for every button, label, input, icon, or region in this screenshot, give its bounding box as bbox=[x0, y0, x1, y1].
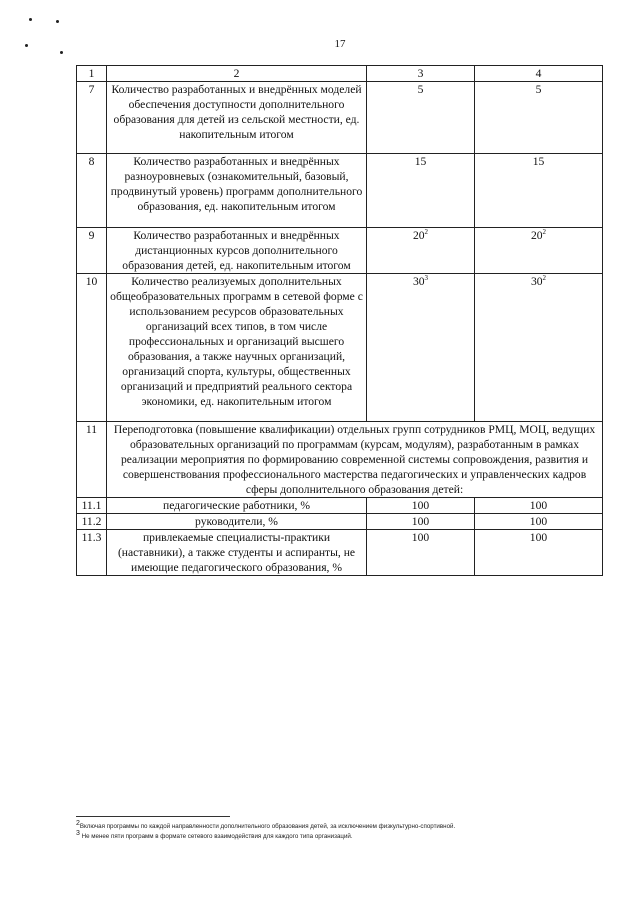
row-value-col4: 100 bbox=[475, 514, 603, 530]
table-header-row bbox=[77, 66, 603, 82]
row-value-col4: $20^2$ bbox=[475, 228, 603, 274]
row-indicator: Количество разработанных и внедрённых моделей обеспечения доступности дополнительного образования для детей из сельской местности, ед. накопительным итогом bbox=[107, 82, 367, 154]
footnotes bbox=[76, 819, 616, 842]
row-value-col3: 100 bbox=[367, 514, 475, 530]
row-indicator: педагогические работники, % bbox=[107, 498, 367, 514]
page-number: 17 bbox=[334, 38, 346, 50]
table-row bbox=[77, 154, 603, 228]
row-value-col3: $20^2$ bbox=[367, 228, 475, 274]
header-cell: 2 bbox=[107, 66, 367, 82]
table-row bbox=[77, 530, 603, 576]
table-row bbox=[77, 82, 603, 154]
footnote-ref: 2 bbox=[542, 228, 547, 237]
table-row bbox=[77, 514, 603, 530]
footnote-ref: 2 bbox=[542, 274, 547, 283]
footnote-2: $^2$Включая программы по каждой направленности дополнительного образования детей, за исключением физкультурно-спортивной. bbox=[76, 819, 456, 830]
footnote-3: $^3$ Не менее пяти программ в формате сетевого взаимодействия для каждого типа организаций. bbox=[76, 829, 353, 840]
row-indicator: руководители, % bbox=[107, 514, 367, 530]
footnote-ref: 3 bbox=[424, 274, 429, 283]
table-row bbox=[77, 498, 603, 514]
table-row-merged bbox=[77, 422, 603, 498]
row-value-col3: 5 bbox=[367, 82, 475, 154]
footnote-separator bbox=[76, 816, 230, 817]
table-row bbox=[77, 228, 603, 274]
row-number: 8 bbox=[77, 154, 107, 228]
row-number: 9 bbox=[77, 228, 107, 274]
row-number: 11 bbox=[77, 422, 107, 498]
row-value-col3: 15 bbox=[367, 154, 475, 228]
header-cell: 4 bbox=[475, 66, 603, 82]
row-value-col4: 100 bbox=[475, 498, 603, 514]
row-number: 7 bbox=[77, 82, 107, 154]
row-value-col4: 15 bbox=[475, 154, 603, 228]
header-cell: 3 bbox=[367, 66, 475, 82]
row-value-col4: 5 bbox=[475, 82, 603, 154]
footnote-ref: 2 bbox=[424, 228, 429, 237]
row-value-col4: $30^2$ bbox=[475, 274, 603, 422]
row-number: 11.3 bbox=[77, 530, 107, 576]
row-value-col3: 100 bbox=[367, 530, 475, 576]
scan-mark-4 bbox=[60, 51, 63, 54]
scan-mark-1 bbox=[29, 18, 32, 21]
row-indicator: привлекаемые специалисты-практики (наставники), а также студенты и аспиранты, не имеющие педагогического образования, % bbox=[107, 530, 367, 576]
row-number: 11.1 bbox=[77, 498, 107, 514]
row-value-col3: $30^3$ bbox=[367, 274, 475, 422]
row-indicator: Количество реализуемых дополнительных общеобразовательных программ в сетевой форме с использованием ресурсов образовательных организаций всех типов, в том числе профессиональных и организаций высшего образования, а также научных организаций, организаций спорта, культуры, общественных организаций и предприятий реального сектора экономики, ед. накопительным итогом bbox=[107, 274, 367, 422]
row-value-col4: 100 bbox=[475, 530, 603, 576]
indicators-table bbox=[76, 65, 603, 576]
row-indicator: Количество разработанных и внедрённых дистанционных курсов дополнительного образования детей, ед. накопительным итогом bbox=[107, 228, 367, 274]
row-merged-text: Переподготовка (повышение квалификации) отдельных групп сотрудников РМЦ, МОЦ, ведущих образовательных организаций по программам (курсам, модулям), разработанным в рамках реализации мероприятия по формированию современной системы сопровождения, развития и совершенствования профессионального мастерства педагогических и управленческих кадров сферы дополнительного образования детей: bbox=[107, 422, 603, 498]
table-row bbox=[77, 274, 603, 422]
header-cell: 1 bbox=[77, 66, 107, 82]
row-indicator: Количество разработанных и внедрённых разноуровневых (ознакомительный, базовый, продвинутый уровень) программ дополнительного образования, ед. накопительным итогом bbox=[107, 154, 367, 228]
row-number: 11.2 bbox=[77, 514, 107, 530]
scan-mark-2 bbox=[56, 20, 59, 23]
row-value-col3: 100 bbox=[367, 498, 475, 514]
row-number: 10 bbox=[77, 274, 107, 422]
